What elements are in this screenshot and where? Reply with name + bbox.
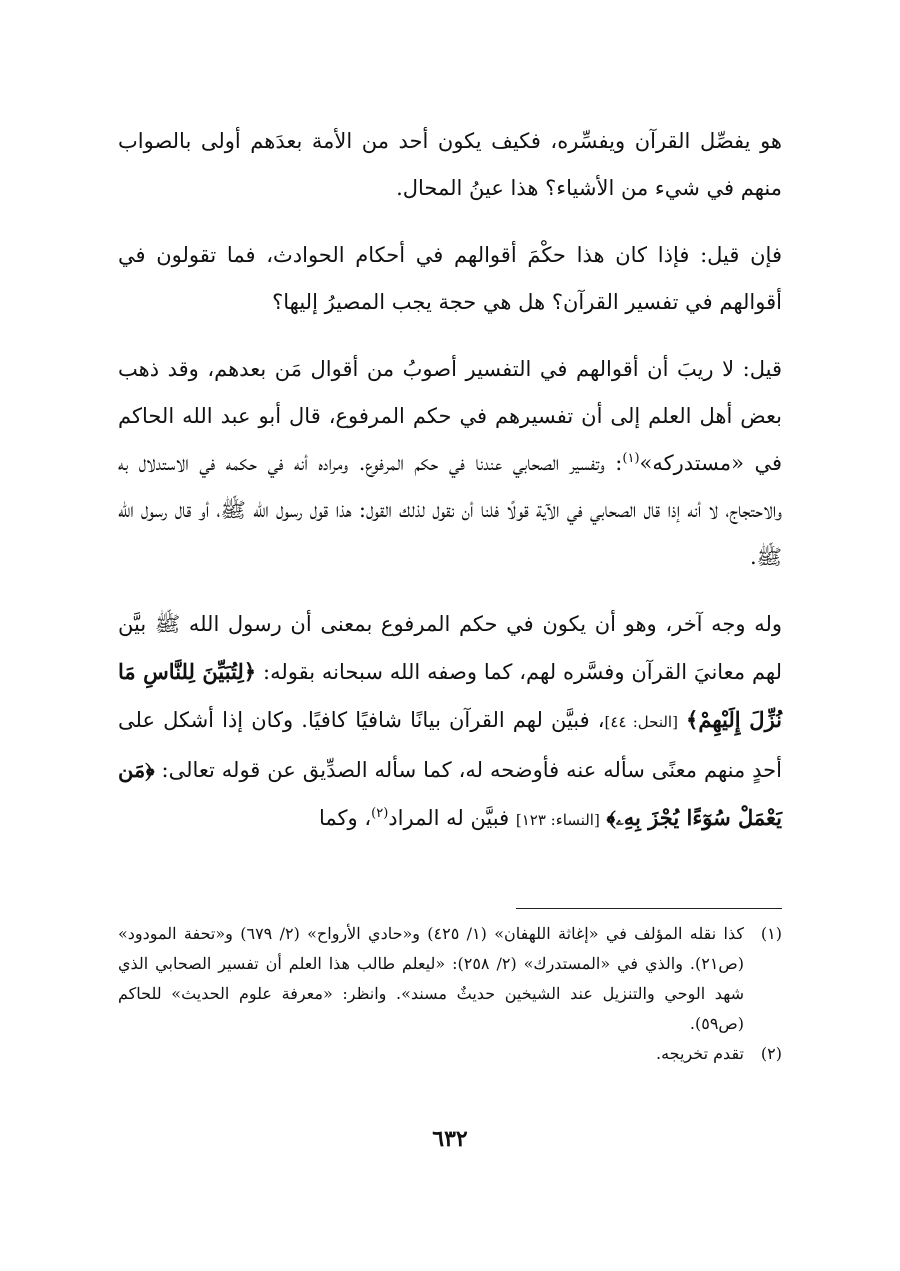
footnote-2-number: (٢): [760, 1044, 782, 1063]
footnote-ref-2[interactable]: (٢): [371, 806, 389, 821]
footnote-1: [118, 919, 782, 1039]
paragraph-3-text-b: : وتفسير الصحابي عندنا في حكم المرفوع. ومراده أنه في حكمه في الاستدلال به والاحتجاج، لا أنه إذا قال الصحابي في الآية قولًا فلنا أن نقول لذلك القول: هذا قول رسول الله ﷺ، أو قال رسول الله ﷺ.: [118, 451, 782, 569]
paragraph-4-text-d: ، وكما: [319, 806, 372, 830]
footnotes: [118, 908, 782, 1069]
footnote-1-number: (١): [760, 924, 782, 943]
paragraph-2-text: فإن قيل: فإذا كان هذا حكْمَ أقوالهم في أحكام الحوادث، فما تقولون في أقوالهم في تفسير القرآن؟ هل هي حجة يجب المصيرُ إليها؟: [118, 243, 782, 314]
paragraph-3: [118, 346, 782, 581]
footnote-2-text: تقدم تخريجه.: [656, 1044, 744, 1063]
paragraph-2: [118, 232, 782, 326]
paragraph-3-text-a: قيل: لا ريبَ أن أقوالهم في التفسير أصوبُ من أقوال مَن بعدهم، وقد ذهب بعض أهل العلم إلى أن تفسيرهم في حكم المرفوع، قال أبو عبد الله الحاكم في «مستدركه»: [118, 357, 782, 475]
paragraph-4-text-b: ، فبيَّن لهم القرآن بيانًا شافيًا كافيًا. وكان إذا أشكل على أحدٍ منهم معنًى سأله عنه فأوضحه له، كما سأله الصدِّيق عن قوله تعالى:: [118, 708, 782, 782]
paragraph-4-text-a: وله وجه آخر، وهو أن يكون في حكم المرفوع بمعنى أن رسول الله ﷺ بيَّن لهم معانيَ القرآن وفسَّره لهم، كما وصفه الله سبحانه بقوله:: [118, 612, 782, 684]
page-number: ٦٣٢: [432, 1126, 468, 1152]
footnote-divider: [516, 908, 782, 909]
paragraph-1: [118, 118, 782, 212]
verse-reference-1: [النحل: ٤٤]: [604, 713, 678, 731]
verse-reference-2: [النساء: ١٢٣]: [515, 811, 600, 829]
quran-verse-1: ﴿لِتُبَيِّنَ لِلنَّاسِ مَا نُزِّلَ إِلَيْهِمْ﴾: [118, 659, 782, 732]
footnote-2: [118, 1039, 782, 1069]
footnote-1-text: كذا نقله المؤلف في «إغاثة اللهفان» (١/ ٤٢٥) و«حادي الأرواح» (٢/ ٦٧٩) و«تحفة المودود» (ص٢١). والذي في «المستدرك» (٢/ ٢٥٨): «ليعلم طالب هذا العلم أن تفسير الصحابي الذي شهد الوحي والتنزيل عند الشيخين حديثٌ مسند». وانظر: «معرفة علوم الحديث» للحاكم (ص٥٩).: [118, 924, 744, 1033]
paragraph-1-text: هو يفصِّل القرآن ويفسِّره، فكيف يكون أحد من الأمة بعدَهم أولى بالصواب منهم في شيء من الأشياء؟ هذا عينُ المحال.: [118, 129, 782, 200]
paragraph-4-text-c: فبيَّن له المراد: [388, 806, 510, 830]
footnote-ref-1[interactable]: (١): [622, 451, 640, 466]
main-text: [118, 118, 782, 844]
paragraph-4: [118, 601, 782, 844]
quran-verse-2: ﴿مَن يَعْمَلْ سُوٓءًا يُجْزَ بِهِۦ﴾: [118, 757, 782, 830]
